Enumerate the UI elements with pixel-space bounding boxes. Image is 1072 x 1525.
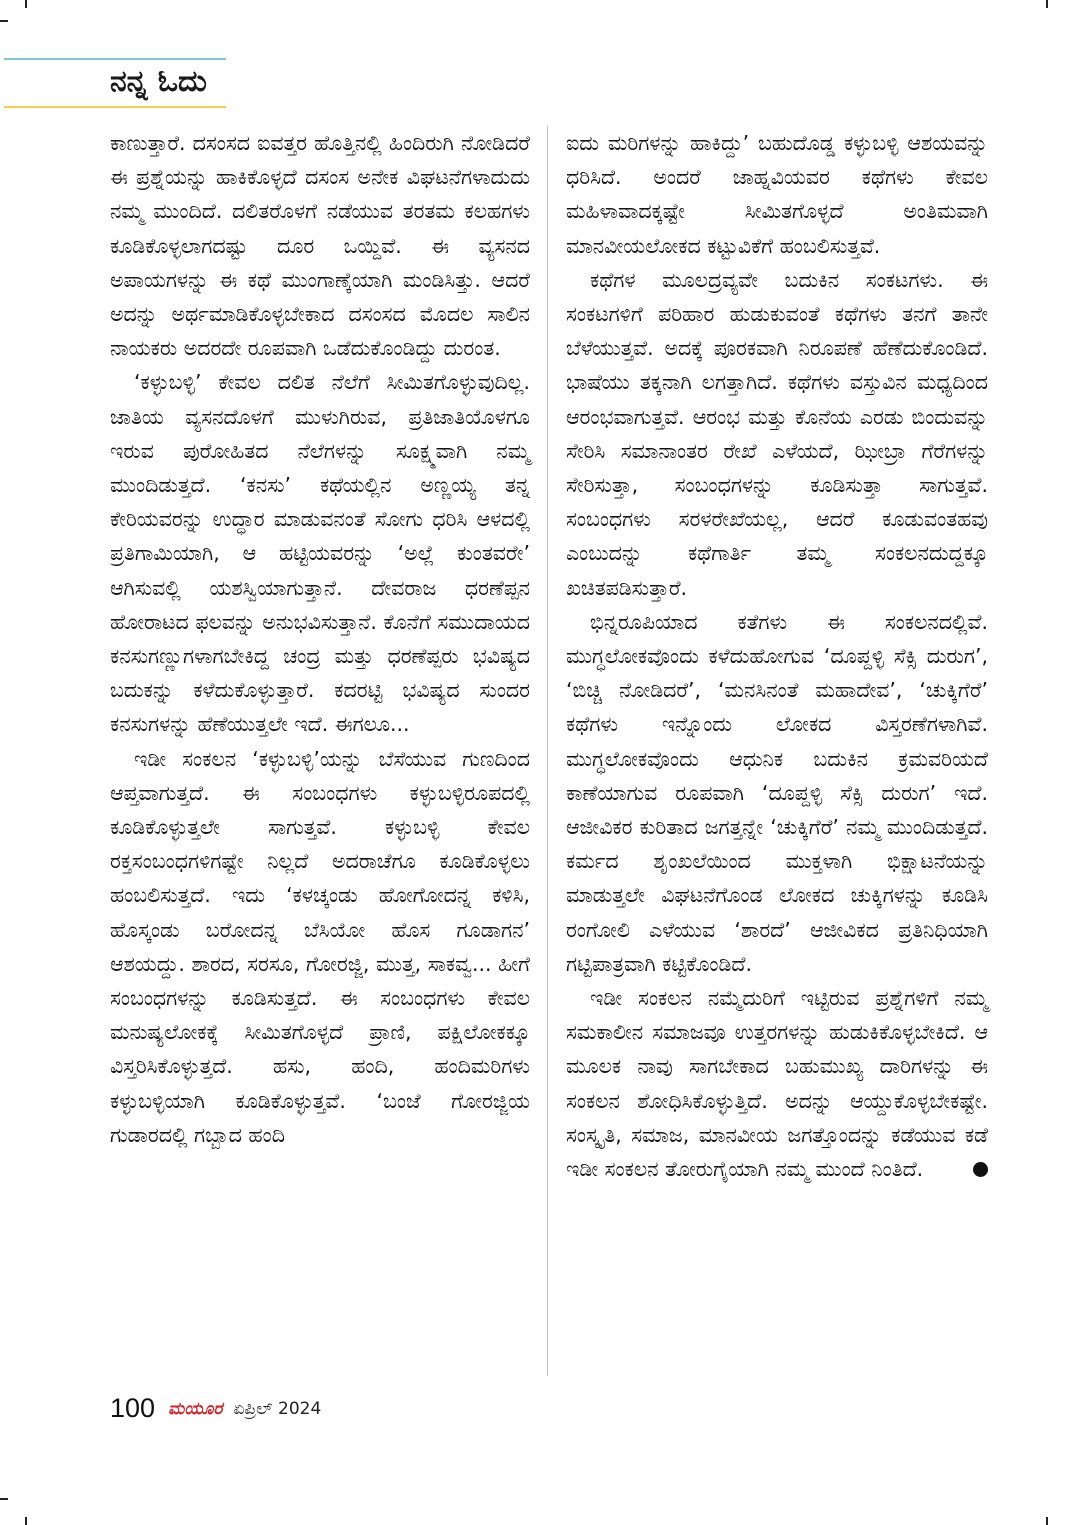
paragraph: ‘ಕಳ್ಳುಬಳ್ಳಿ’ ಕೇವಲ ದಲಿತ ನೆಲೆಗೆ ಸೀಮಿತಗೊಳ್ಳುವುದಿಲ್ಲ. ಜಾತಿಯ ವ್ಯಸನದೊಳಗೆ ಮುಳುಗಿರುವ, ಪ್ರತಿಜಾತಿಯೊಳಗೂ ಇರುವ ಪುರೋಹಿತದ ನೆಲೆಗಳನ್ನು ಸೂಕ್ಷ್ಮವಾಗಿ ನಮ್ಮ ಮುಂದಿಡುತ್ತದೆ. ‘ಕನಸು’ ಕಥೆಯಲ್ಲಿನ ಅಣ್ಣಯ್ಯ ತನ್ನ ಕೇರಿಯವರನ್ನು ಉದ್ಧಾರ ಮಾಡುವನಂತೆ ಸೋಗು ಧರಿಸಿ ಆಳದಲ್ಲಿ ಪ್ರತಿಗಾಮಿಯಾಗಿ, ಆ ಹಟ್ಟಿಯವರನ್ನು ‘ಅಲ್ಲೆ ಕುಂತವರೇ’ ಆಗಿಸುವಲ್ಲಿ ಯಶಸ್ವಿಯಾಗುತ್ತಾನೆ. ದೇವರಾಜ ಧರಣೆಪ್ಪನ ಹೋರಾಟದ ಫಲವನ್ನು ಅನುಭವಿಸುತ್ತಾನೆ. ಕೊನೆಗೆ ಸಮುದಾಯದ ಕನಸುಗಣ್ಣುಗಳಾಗಬೇಕಿದ್ದ ಚಂದ್ರ ಮತ್ತು ಧರಣೆಪ್ಪರು ಭವಿಷ್ಯದ ಬದುಕನ್ನು ಕಳೆದುಕೊಳ್ಳುತ್ತಾರೆ. ಕದರಟ್ಟಿ ಭವಿಷ್ಯದ ಸುಂದರ ಕನಸುಗಳನ್ನು ಹೆಣೆಯುತ್ತಲೇ ಇದೆ. ಈಗಲೂ... [110, 370, 530, 737]
end-of-article-icon [973, 1162, 988, 1177]
paragraph-text: ಇಡೀ ಸಂಕಲನ ನಮ್ಮೆದುರಿಗೆ ಇಟ್ಟಿರುವ ಪ್ರಶ್ನೆಗಳಿಗೆ ನಮ್ಮ ಸಮಕಾಲೀನ ಸಮಾಜವೂ ಉತ್ತರಗಳನ್ನು ಹುಡುಕಿಕೊಳ್ಳಬೇಕಿದೆ. ಆ ಮೂಲಕ ನಾವು ಸಾಗಬೇಕಾದ ಬಹುಮುಖ್ಯ ದಾರಿಗಳನ್ನು ಈ ಸಂಕಲನ ಶೋಧಿಸಿಕೊಳ್ಳುತ್ತಿದೆ. ಅದನ್ನು ಆಯ್ದುಕೊಳ್ಳಬೇಕಷ್ಟೇ. ಸಂಸ್ಕೃತಿ, ಸಮಾಜ, ಮಾನವೀಯ ಜಗತ್ತೊಂದನ್ನು ಕಡೆಯುವ ಕಡೆ ಇಡೀ ಸಂಕಲನ ತೋರುಗೈಯಾಗಿ ನಮ್ಮ ಮುಂದೆ ನಿಂತಿದೆ. [566, 986, 988, 1182]
paragraph: ಇಡೀ ಸಂಕಲನ ‘ಕಳ್ಳುಬಳ್ಳಿ’ಯನ್ನು ಬೆಸೆಯುವ ಗುಣದಿಂದ ಆಪ್ತವಾಗುತ್ತದೆ. ಈ ಸಂಬಂಧಗಳು ಕಳ್ಳುಬಳ್ಳಿರೂಪದಲ್ಲಿ ಕೂಡಿಕೊಳ್ಳುತ್ತಲೇ ಸಾಗುತ್ತವೆ. ಕಳ್ಳುಬಳ್ಳಿ ಕೇವಲ ರಕ್ತಸಂಬಂಧಗಳಿಗಷ್ಟೇ ನಿಲ್ಲದೆ ಅದರಾಚೆಗೂ ಕೂಡಿಕೊಳ್ಳಲು ಹಂಬಲಿಸುತ್ತದೆ. ಇದು ‘ಕಳಚ್ಕಂಡು ಹೋಗೋದನ್ನ ಕಳಿಸಿ, ಹೊಸ್ಕಂಡು ಬರೋದನ್ನ ಬೆಸಿಯೋ ಹೊಸ ಗೂಡಾಗನ’ ಆಶಯದ್ದು. ಶಾರದ, ಸರಸೂ, ಗೋರಜ್ಜಿ, ಮುತ್ತ, ಸಾಕವ್ವ... ಹೀಗೆ ಸಂಬಂಧಗಳನ್ನು ಕೂಡಿಸುತ್ತದೆ. ಈ ಸಂಬಂಧಗಳು ಕೇವಲ ಮನುಷ್ಯಲೋಕಕ್ಕೆ ಸೀಮಿತಗೊಳ್ಳದೆ ಪ್ರಾಣಿ, ಪಕ್ಷಿಲೋಕಕ್ಕೂ ವಿಸ್ತರಿಸಿಕೊಳ್ಳುತ್ತದೆ. ಹಸು, ಹಂದಿ, ಹಂದಿಮರಿಗಳು ಕಳ್ಳುಬಳ್ಳಿಯಾಗಿ ಕೂಡಿಕೊಳ್ಳುತ್ತವೆ. ‘ಬಂಜೆ ಗೋರಜ್ಜಿಯ ಗುಡಾರದಲ್ಲಿ ಗಬ್ಬಾದ ಹಂದಿ [110, 746, 530, 1147]
magazine-logo: ಮಯೂರ [168, 1398, 223, 1419]
paragraph: ಕಥೆಗಳ ಮೂಲದ್ರವ್ಯವೇ ಬದುಕಿನ ಸಂಕಟಗಳು. ಈ ಸಂಕಟಗಳಿಗೆ ಪರಿಹಾರ ಹುಡುಕುವಂತೆ ಕಥೆಗಳು ತನಗೆ ತಾನೇ ಬೆಳೆಯುತ್ತವೆ. ಅದಕ್ಕೆ ಪೂರಕವಾಗಿ ನಿರೂಪಣೆ ಹೆಣೆದುಕೊಂಡಿದೆ. ಭಾಷೆಯು ತಕ್ಕನಾಗಿ ಲಗತ್ತಾಗಿದೆ. ಕಥೆಗಳು ವಸ್ತುವಿನ ಮಧ್ಯದಿಂದ ಆರಂಭವಾಗುತ್ತವೆ. ಆರಂಭ ಮತ್ತು ಕೊನೆಯ ಎರಡು ಬಿಂದುವನ್ನು ಸೇರಿಸಿ ಸಮಾನಾಂತರ ರೇಖೆ ಎಳೆಯದೆ, ಝೀಬ್ರಾ ಗೆರೆಗಳನ್ನು ಸೇರಿಸುತ್ತಾ, ಸಂಬಂಧಗಳನ್ನು ಕೂಡಿಸುತ್ತಾ ಸಾಗುತ್ತವೆ. ಸಂಬಂಧಗಳು ಸರಳರೇಖೆಯಲ್ಲ, ಆದರೆ ಕೂಡುವಂತಹವು ಎಂಬುದನ್ನು ಕಥೆಗಾರ್ತಿ ತಮ್ಮ ಸಂಕಲನದುದ್ದಕ್ಕೂ ಖಚಿತಪಡಿಸುತ್ತಾರೆ. [566, 267, 988, 600]
crop-mark [25, 1517, 27, 1525]
crop-mark [1046, 1517, 1048, 1525]
issue-date: ಏಪ್ರಿಲ್ 2024 [233, 1398, 322, 1419]
left-column [110, 126, 530, 1152]
paragraph: ಕಾಣುತ್ತಾರೆ. ದಸಂಸದ ಐವತ್ತರ ಹೊತ್ತಿನಲ್ಲಿ ಹಿಂದಿರುಗಿ ನೋಡಿದರೆ ಈ ಪ್ರಶ್ನೆಯನ್ನು ಹಾಕಿಕೊಳ್ಳದೆ ದಸಂಸ ಅನೇಕ ವಿಘಟನೆಗಳಾದುದು ನಮ್ಮ ಮುಂದಿದೆ. ದಲಿತರೊಳಗೆ ನಡೆಯುವ ತರತಮ ಕಲಹಗಳು ಕೂಡಿಕೊಳ್ಳಲಾಗದಷ್ಟು ದೂರ ಒಯ್ದಿವೆ. ಈ ವ್ಯಸನದ ಅಪಾಯಗಳನ್ನು ಈ ಕಥೆ ಮುಂಗಾಣ್ಕೆಯಾಗಿ ಮಂಡಿಸಿತ್ತು. ಆದರೆ ಅದನ್ನು ಅರ್ಥಮಾಡಿಕೊಳ್ಳಬೇಕಾದ ದಸಂಸದ ಮೊದಲ ಸಾಲಿನ ನಾಯಕರು ಅದರದೇ ರೂಪವಾಗಿ ಒಡೆದುಕೊಂಡಿದ್ದು ದುರಂತ. [110, 131, 530, 361]
paragraph: ಐದು ಮರಿಗಳನ್ನು ಹಾಕಿದ್ದು’ ಬಹುದೊಡ್ಡ ಕಳ್ಳುಬಳ್ಳಿ ಆಶಯವನ್ನು ಧರಿಸಿದೆ. ಅಂದರೆ ಜಾಹ್ನವಿಯವರ ಕಥೆಗಳು ಕೇವಲ ಮಹಿಳಾವಾದಕ್ಕಷ್ಟೇ ಸೀಮಿತಗೊಳ್ಳದೆ ಅಂತಿಮವಾಗಿ ಮಾನವೀಯಲೋಕದ ಕಟ್ಟುವಿಕೆಗೆ ಹಂಬಲಿಸುತ್ತವೆ. [566, 131, 988, 258]
header-top-rule [4, 58, 226, 60]
section-header [0, 58, 232, 110]
page-footer [110, 1393, 321, 1427]
crop-mark [0, 1498, 8, 1500]
crop-mark [25, 0, 27, 8]
page-number: 100 [110, 1393, 156, 1423]
column-divider [547, 126, 548, 1376]
header-bottom-rule [4, 106, 226, 108]
section-title: ನನ್ನ ಓದು [110, 64, 207, 99]
crop-mark [1046, 0, 1048, 8]
paragraph: ಭಿನ್ನರೂಪಿಯಾದ ಕತೆಗಳು ಈ ಸಂಕಲನದಲ್ಲಿವೆ. ಮುಗ್ಧಲೋಕವೊಂದು ಕಳೆದುಹೋಗುವ ‘ದೂಪ್ದಳ್ಳಿ ಸೆಕ್ಸಿ ದುರುಗ’, ‘ಬಿಚ್ಚಿ ನೋಡಿದರೆ’, ‘ಮನಸಿನಂತೆ ಮಹಾದೇವ’, ‘ಚುಕ್ಕಿಗೆರೆ’ ಕಥೆಗಳು ಇನ್ನೊಂದು ಲೋಕದ ವಿಸ್ತರಣೆಗಳಾಗಿವೆ. ಮುಗ್ಧಲೋಕವೊಂದು ಆಧುನಿಕ ಬದುಕಿನ ಕ್ರಮವರಿಯದೆ ಕಾಣೆಯಾಗುವ ರೂಪವಾಗಿ ‘ದೂಪ್ದಳ್ಳಿ ಸೆಕ್ಸಿ ದುರುಗ’ ಇದೆ. ಆಜೀವಿಕರ ಕುರಿತಾದ ಜಗತ್ತನ್ನೇ ‘ಚುಕ್ಕಿಗೆರೆ’ ನಮ್ಮ ಮುಂದಿಡುತ್ತದೆ. ಕರ್ಮದ ಶೃಂಖಲೆಯಿಂದ ಮುಕ್ತಳಾಗಿ ಭಿಕ್ಷಾಟನೆಯನ್ನು ಮಾಡುತ್ತಲೇ ವಿಘಟನೆಗೊಂಡ ಲೋಕದ ಚುಕ್ಕಿಗಳನ್ನು ಕೂಡಿಸಿ ರಂಗೋಲಿ ಎಳೆಯುವ ‘ಶಾರದೆ’ ಆಜೀವಿಕದ ಪ್ರತಿನಿಧಿಯಾಗಿ ಗಟ್ಟಿಪಾತ್ರವಾಗಿ ಕಟ್ಟಿಕೊಂಡಿದೆ. [566, 609, 988, 976]
right-column [566, 126, 988, 1186]
crop-mark [0, 20, 8, 22]
paragraph-with-end-mark [566, 981, 988, 1186]
